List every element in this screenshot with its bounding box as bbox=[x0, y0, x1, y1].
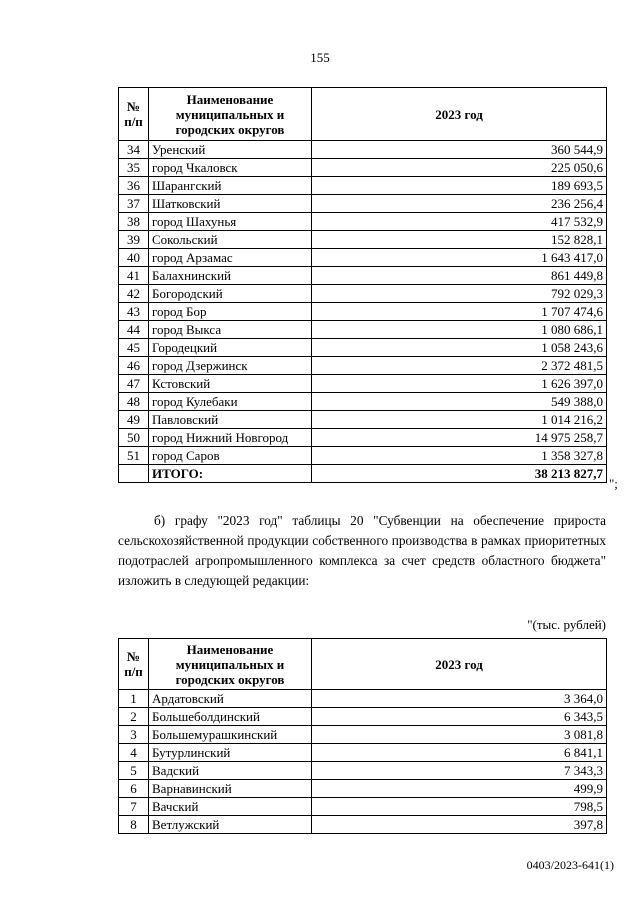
table-row bbox=[119, 375, 607, 393]
table-row bbox=[119, 303, 607, 321]
total-value: 38 213 827,7 bbox=[312, 465, 607, 483]
row-number: 42 bbox=[119, 285, 149, 303]
municipality-name: Ветлужский bbox=[149, 816, 312, 834]
row-value: 1 707 474,6 bbox=[312, 303, 607, 321]
row-value: 152 828,1 bbox=[312, 231, 607, 249]
table-row bbox=[119, 816, 607, 834]
table-row bbox=[119, 798, 607, 816]
row-number: 45 bbox=[119, 339, 149, 357]
row-value: 14 975 258,7 bbox=[312, 429, 607, 447]
amendment-paragraph bbox=[118, 511, 606, 591]
table-row bbox=[119, 177, 607, 195]
header-year: 2023 год bbox=[312, 639, 607, 690]
table-body bbox=[119, 690, 607, 834]
row-number: 38 bbox=[119, 213, 149, 231]
table-row bbox=[119, 690, 607, 708]
row-value: 3 364,0 bbox=[312, 690, 607, 708]
municipality-name: Сокольский bbox=[149, 231, 312, 249]
table-row bbox=[119, 339, 607, 357]
table-row bbox=[119, 195, 607, 213]
row-number: 50 bbox=[119, 429, 149, 447]
header-municipality: Наименование муниципальных и городских округов bbox=[149, 88, 312, 141]
municipality-name: город Шахунья bbox=[149, 213, 312, 231]
row-number: 39 bbox=[119, 231, 149, 249]
table-row bbox=[119, 357, 607, 375]
row-value: 189 693,5 bbox=[312, 177, 607, 195]
row-number: 37 bbox=[119, 195, 149, 213]
table-row bbox=[119, 285, 607, 303]
row-value: 2 372 481,5 bbox=[312, 357, 607, 375]
municipality-name: Уренский bbox=[149, 141, 312, 159]
table-row bbox=[119, 141, 607, 159]
amendment-text: б) графу "2023 год" таблицы 20 "Субвенции на обеспечение прироста сельскохозяйственной продукции собственного производства в рамках приоритетных подотраслей агропромышленного комплекса за счет средств областного бюджета" изложить в следующей редакции: bbox=[118, 513, 606, 588]
municipality-name: Балахнинский bbox=[149, 267, 312, 285]
municipality-name: город Арзамас bbox=[149, 249, 312, 267]
total-empty-cell bbox=[119, 465, 149, 483]
row-number: 44 bbox=[119, 321, 149, 339]
row-value: 7 343,3 bbox=[312, 762, 607, 780]
row-value: 397,8 bbox=[312, 816, 607, 834]
total-row bbox=[119, 465, 607, 483]
unit-label: "(тыс. рублей) bbox=[527, 617, 606, 632]
table-row bbox=[119, 213, 607, 231]
municipality-name: Вадский bbox=[149, 762, 312, 780]
row-value: 1 643 417,0 bbox=[312, 249, 607, 267]
table-header-row bbox=[119, 88, 607, 141]
row-value: 1 358 327,8 bbox=[312, 447, 607, 465]
municipality-name: Вачский bbox=[149, 798, 312, 816]
municipality-name: Шарангский bbox=[149, 177, 312, 195]
row-value: 1 080 686,1 bbox=[312, 321, 607, 339]
table-row bbox=[119, 393, 607, 411]
row-number: 4 bbox=[119, 744, 149, 762]
table-row bbox=[119, 411, 607, 429]
municipality-name: город Выкса bbox=[149, 321, 312, 339]
page-number: 155 bbox=[310, 50, 330, 65]
row-value: 861 449,8 bbox=[312, 267, 607, 285]
row-value: 549 388,0 bbox=[312, 393, 607, 411]
row-number: 7 bbox=[119, 798, 149, 816]
row-number: 43 bbox=[119, 303, 149, 321]
row-value: 417 532,9 bbox=[312, 213, 607, 231]
row-value: 6 343,5 bbox=[312, 708, 607, 726]
row-number: 35 bbox=[119, 159, 149, 177]
row-value: 1 626 397,0 bbox=[312, 375, 607, 393]
row-value: 792 029,3 bbox=[312, 285, 607, 303]
row-number: 8 bbox=[119, 816, 149, 834]
row-value: 236 256,4 bbox=[312, 195, 607, 213]
total-label: ИТОГО: bbox=[149, 465, 312, 483]
row-number: 36 bbox=[119, 177, 149, 195]
header-number: № п/п bbox=[119, 88, 149, 141]
municipality-name: город Чкаловск bbox=[149, 159, 312, 177]
row-number: 48 bbox=[119, 393, 149, 411]
row-number: 41 bbox=[119, 267, 149, 285]
subsidy-table-continued bbox=[118, 87, 607, 483]
row-number: 47 bbox=[119, 375, 149, 393]
municipality-name: Павловский bbox=[149, 411, 312, 429]
row-number: 34 bbox=[119, 141, 149, 159]
table-body bbox=[119, 141, 607, 483]
municipality-name: Ардатовский bbox=[149, 690, 312, 708]
table-row bbox=[119, 780, 607, 798]
municipality-name: Большемурашкинский bbox=[149, 726, 312, 744]
table-header-row bbox=[119, 639, 607, 690]
table-row bbox=[119, 249, 607, 267]
table-row bbox=[119, 231, 607, 249]
document-code: 0403/2023-641(1) bbox=[526, 858, 614, 872]
header-year: 2023 год bbox=[312, 88, 607, 141]
municipality-name: Городецкий bbox=[149, 339, 312, 357]
row-value: 798,5 bbox=[312, 798, 607, 816]
row-number: 1 bbox=[119, 690, 149, 708]
table-row bbox=[119, 447, 607, 465]
row-value: 225 050,6 bbox=[312, 159, 607, 177]
header-municipality: Наименование муниципальных и городских округов bbox=[149, 639, 312, 690]
row-number: 2 bbox=[119, 708, 149, 726]
municipality-name: город Нижний Новгород bbox=[149, 429, 312, 447]
row-number: 40 bbox=[119, 249, 149, 267]
table-row bbox=[119, 429, 607, 447]
municipality-name: город Бор bbox=[149, 303, 312, 321]
municipality-name: Шатковский bbox=[149, 195, 312, 213]
municipality-name: Бутурлинский bbox=[149, 744, 312, 762]
table-row bbox=[119, 744, 607, 762]
row-number: 46 bbox=[119, 357, 149, 375]
municipality-name: город Дзержинск bbox=[149, 357, 312, 375]
row-value: 6 841,1 bbox=[312, 744, 607, 762]
row-number: 5 bbox=[119, 762, 149, 780]
municipality-name: город Саров bbox=[149, 447, 312, 465]
row-value: 1 014 216,2 bbox=[312, 411, 607, 429]
closing-quote-mark: "; bbox=[609, 476, 618, 491]
table-row bbox=[119, 708, 607, 726]
municipality-name: Варнавинский bbox=[149, 780, 312, 798]
table-row bbox=[119, 321, 607, 339]
row-value: 499,9 bbox=[312, 780, 607, 798]
row-number: 6 bbox=[119, 780, 149, 798]
municipality-name: Кстовский bbox=[149, 375, 312, 393]
subsidy-table-20 bbox=[118, 638, 607, 834]
row-number: 51 bbox=[119, 447, 149, 465]
table-row bbox=[119, 159, 607, 177]
table-row bbox=[119, 267, 607, 285]
table-row bbox=[119, 762, 607, 780]
municipality-name: город Кулебаки bbox=[149, 393, 312, 411]
row-value: 1 058 243,6 bbox=[312, 339, 607, 357]
row-number: 49 bbox=[119, 411, 149, 429]
header-number: № п/п bbox=[119, 639, 149, 690]
row-number: 3 bbox=[119, 726, 149, 744]
municipality-name: Богородский bbox=[149, 285, 312, 303]
municipality-name: Большеболдинский bbox=[149, 708, 312, 726]
row-value: 3 081,8 bbox=[312, 726, 607, 744]
row-value: 360 544,9 bbox=[312, 141, 607, 159]
table-row bbox=[119, 726, 607, 744]
